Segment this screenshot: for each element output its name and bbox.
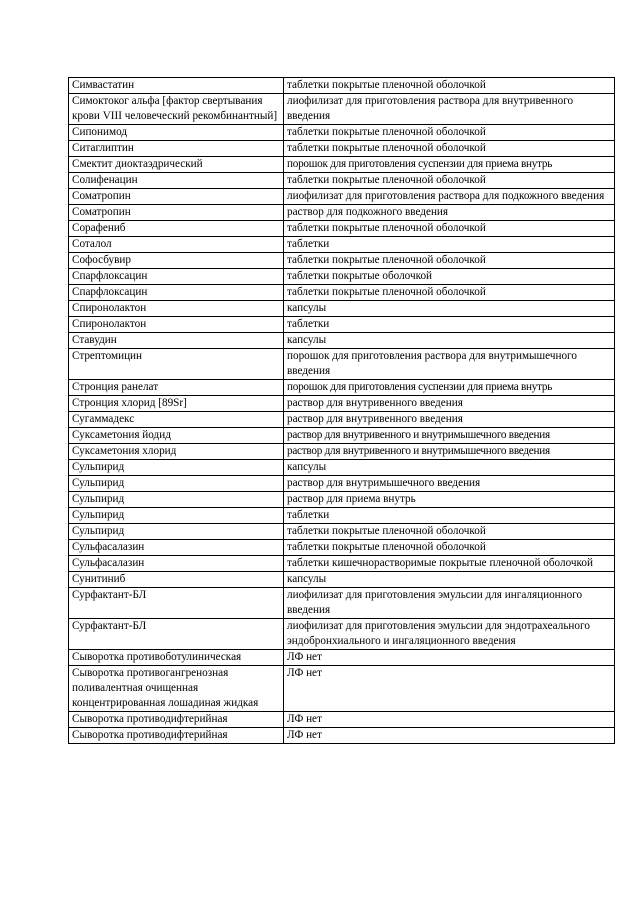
- dosage-form-cell: капсулы: [284, 460, 615, 476]
- table-row: [69, 237, 615, 253]
- drug-forms-table: [68, 77, 615, 744]
- dosage-form-cell: таблетки: [284, 237, 615, 253]
- dosage-form-cell: лиофилизат для приготовления эмульсии для ингаляционного введения: [284, 588, 615, 619]
- table-row: [69, 492, 615, 508]
- dosage-form-cell: раствор для внутривенного введения: [284, 396, 615, 412]
- drug-name-cell: Ставудин: [69, 333, 284, 349]
- drug-name-cell: Сульпирид: [69, 492, 284, 508]
- dosage-form-cell: капсулы: [284, 301, 615, 317]
- table-row: [69, 396, 615, 412]
- drug-name-cell: Спарфлоксацин: [69, 285, 284, 301]
- drug-name-cell: Сыворотка противоботулиническая: [69, 650, 284, 666]
- table-row: [69, 666, 615, 712]
- drug-name-cell: Суксаметония йодид: [69, 428, 284, 444]
- table-row: [69, 173, 615, 189]
- dosage-form-cell: таблетки покрытые пленочной оболочкой: [284, 540, 615, 556]
- drug-name-cell: Сульпирид: [69, 508, 284, 524]
- dosage-form-cell: таблетки: [284, 508, 615, 524]
- dosage-form-cell: таблетки кишечнорастворимые покрытые пленочной оболочкой: [284, 556, 615, 572]
- table-row: [69, 189, 615, 205]
- table-row: [69, 317, 615, 333]
- drug-name-cell: Спарфлоксацин: [69, 269, 284, 285]
- table-body: [69, 78, 615, 744]
- dosage-form-cell: лиофилизат для приготовления раствора для подкожного введения: [284, 189, 615, 205]
- drug-name-cell: Ситаглиптин: [69, 141, 284, 157]
- dosage-form-cell: порошок для приготовления суспензии для приема внутрь: [284, 380, 615, 396]
- dosage-form-cell: лиофилизат для приготовления эмульсии для эндотрахеального эндобронхиального и ингаляционного введения: [284, 619, 615, 650]
- drug-name-cell: Сульфасалазин: [69, 540, 284, 556]
- dosage-form-cell: ЛФ нет: [284, 712, 615, 728]
- table-row: [69, 141, 615, 157]
- drug-name-cell: Сульпирид: [69, 524, 284, 540]
- table-row: [69, 253, 615, 269]
- drug-name-cell: Солифенацин: [69, 173, 284, 189]
- table-row: [69, 412, 615, 428]
- drug-name-cell: Симоктоког альфа [фактор свертывания крови VIII человеческий рекомбинантный]: [69, 94, 284, 125]
- drug-name-cell: Сурфактант-БЛ: [69, 588, 284, 619]
- drug-name-cell: Соталол: [69, 237, 284, 253]
- table-row: [69, 380, 615, 396]
- drug-name-cell: Софосбувир: [69, 253, 284, 269]
- table-row: [69, 444, 615, 460]
- drug-name-cell: Соматропин: [69, 205, 284, 221]
- drug-name-cell: Сипонимод: [69, 125, 284, 141]
- dosage-form-cell: порошок для приготовления суспензии для приема внутрь: [284, 157, 615, 173]
- table-row: [69, 524, 615, 540]
- drug-name-cell: Сунитиниб: [69, 572, 284, 588]
- dosage-form-cell: лиофилизат для приготовления раствора для внутривенного введения: [284, 94, 615, 125]
- table-row: [69, 556, 615, 572]
- dosage-form-cell: таблетки покрытые пленочной оболочкой: [284, 125, 615, 141]
- dosage-form-cell: раствор для приема внутрь: [284, 492, 615, 508]
- drug-name-cell: Смектит диоктаэдрический: [69, 157, 284, 173]
- dosage-form-cell: таблетки покрытые оболочкой: [284, 269, 615, 285]
- dosage-form-cell: таблетки покрытые пленочной оболочкой: [284, 78, 615, 94]
- dosage-form-cell: таблетки покрытые пленочной оболочкой: [284, 141, 615, 157]
- drug-name-cell: Стронция хлорид [89Sr]: [69, 396, 284, 412]
- table-row: [69, 540, 615, 556]
- table-row: [69, 333, 615, 349]
- drug-name-cell: Сорафениб: [69, 221, 284, 237]
- drug-name-cell: Спиронолактон: [69, 317, 284, 333]
- table-row: [69, 349, 615, 380]
- drug-name-cell: Сугаммадекс: [69, 412, 284, 428]
- drug-name-cell: Стронция ранелат: [69, 380, 284, 396]
- dosage-form-cell: таблетки: [284, 317, 615, 333]
- drug-name-cell: Симвастатин: [69, 78, 284, 94]
- drug-name-cell: Сульпирид: [69, 476, 284, 492]
- table-row: [69, 285, 615, 301]
- table-row: [69, 157, 615, 173]
- table-row: [69, 650, 615, 666]
- drug-name-cell: Сульфасалазин: [69, 556, 284, 572]
- dosage-form-cell: капсулы: [284, 333, 615, 349]
- drug-name-cell: Сульпирид: [69, 460, 284, 476]
- table-row: [69, 428, 615, 444]
- table-row: [69, 460, 615, 476]
- dosage-form-cell: таблетки покрытые пленочной оболочкой: [284, 173, 615, 189]
- drug-name-cell: Суксаметония хлорид: [69, 444, 284, 460]
- table-row: [69, 619, 615, 650]
- dosage-form-cell: капсулы: [284, 572, 615, 588]
- table-row: [69, 712, 615, 728]
- drug-name-cell: Стрептомицин: [69, 349, 284, 380]
- drug-name-cell: Сыворотка противогангренозная поливалентная очищенная концентрированная лошадиная жидкая: [69, 666, 284, 712]
- dosage-form-cell: раствор для подкожного введения: [284, 205, 615, 221]
- drug-name-cell: Спиронолактон: [69, 301, 284, 317]
- table-row: [69, 476, 615, 492]
- table-row: [69, 301, 615, 317]
- table-row: [69, 269, 615, 285]
- drug-name-cell: Сыворотка противодифтерийная: [69, 712, 284, 728]
- dosage-form-cell: порошок для приготовления раствора для внутримышечного введения: [284, 349, 615, 380]
- dosage-form-cell: таблетки покрытые пленочной оболочкой: [284, 221, 615, 237]
- table-row: [69, 728, 615, 744]
- table-row: [69, 588, 615, 619]
- drug-name-cell: Сыворотка противодифтерийная: [69, 728, 284, 744]
- table-row: [69, 508, 615, 524]
- dosage-form-cell: таблетки покрытые пленочной оболочкой: [284, 524, 615, 540]
- table-row: [69, 125, 615, 141]
- drug-name-cell: Соматропин: [69, 189, 284, 205]
- dosage-form-cell: ЛФ нет: [284, 666, 615, 712]
- dosage-form-cell: ЛФ нет: [284, 728, 615, 744]
- table-row: [69, 572, 615, 588]
- table-row: [69, 221, 615, 237]
- dosage-form-cell: раствор для внутривенного и внутримышечного введения: [284, 428, 615, 444]
- dosage-form-cell: раствор для внутривенного и внутримышечного введения: [284, 444, 615, 460]
- table-row: [69, 205, 615, 221]
- table-row: [69, 94, 615, 125]
- table-row: [69, 78, 615, 94]
- dosage-form-cell: таблетки покрытые пленочной оболочкой: [284, 285, 615, 301]
- drug-name-cell: Сурфактант-БЛ: [69, 619, 284, 650]
- dosage-form-cell: ЛФ нет: [284, 650, 615, 666]
- dosage-form-cell: раствор для внутривенного введения: [284, 412, 615, 428]
- dosage-form-cell: раствор для внутримышечного введения: [284, 476, 615, 492]
- dosage-form-cell: таблетки покрытые пленочной оболочкой: [284, 253, 615, 269]
